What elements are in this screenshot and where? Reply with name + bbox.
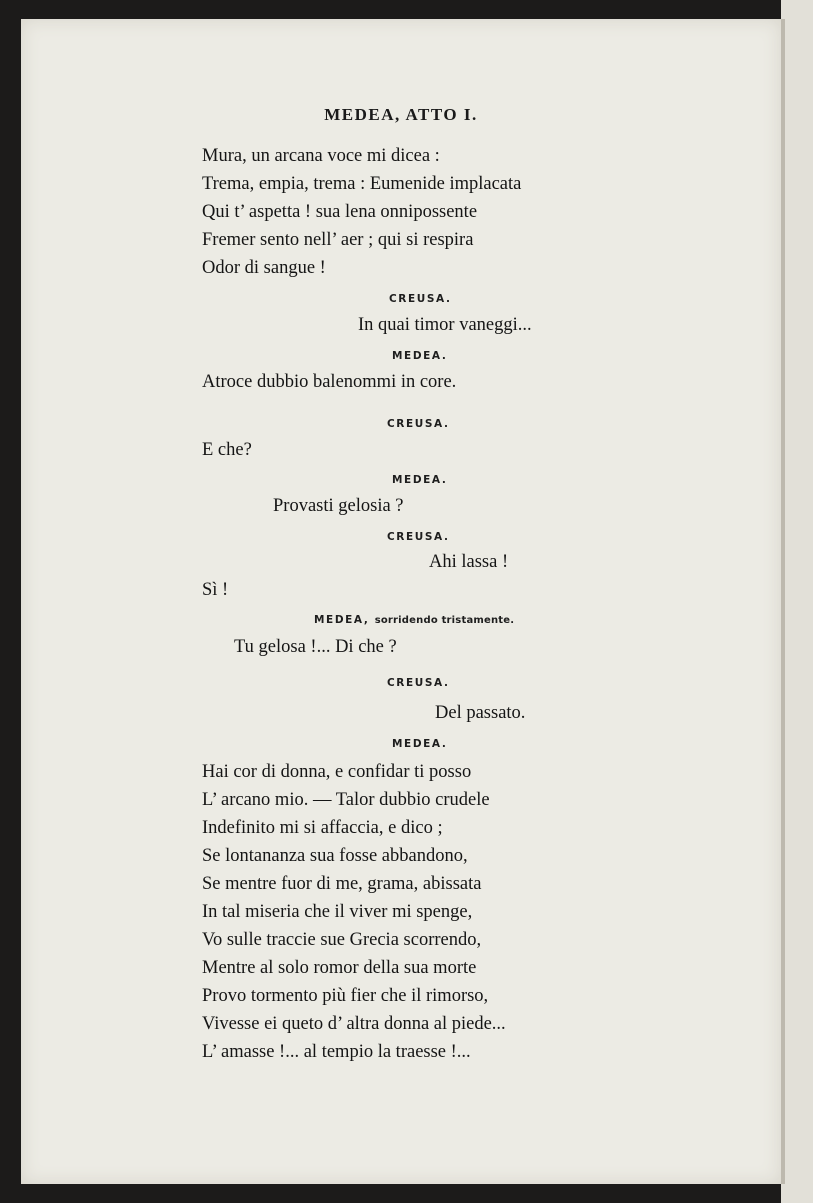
verse-line: Fremer sento nell’ aer ; qui si respira bbox=[202, 230, 474, 250]
adjacent-page-edge bbox=[781, 0, 813, 1203]
verse-line: L’ arcano mio. — Talor dubbio crudele bbox=[202, 790, 490, 810]
verse-line: Provo tormento più fier che il rimorso, bbox=[202, 986, 489, 1006]
speaker-label: CREUSA. bbox=[387, 531, 450, 543]
verse-line: Se lontananza sua fosse abbandono, bbox=[202, 846, 468, 866]
speaker-label: MEDEA. bbox=[392, 350, 448, 362]
speaker-label: MEDEA. bbox=[392, 474, 448, 486]
speaker-name: MEDEA, bbox=[314, 614, 370, 626]
verse-line: E che? bbox=[202, 440, 252, 460]
book-page bbox=[21, 19, 781, 1184]
running-header: MEDEA, ATTO I. bbox=[324, 105, 478, 124]
speaker-label: CREUSA. bbox=[389, 293, 452, 305]
verse-line: Vivesse ei queto d’ altra donna al piede... bbox=[202, 1014, 506, 1034]
verse-line: Atroce dubbio balenommi in core. bbox=[202, 372, 457, 392]
stage-direction: sorridendo tristamente. bbox=[374, 615, 515, 626]
verse-line: Tu gelosa !... Di che ? bbox=[234, 637, 397, 657]
bleed-through-text bbox=[633, 109, 783, 239]
verse-line: L’ amasse !... al tempio la traesse !... bbox=[202, 1042, 471, 1062]
verse-line: Odor di sangue ! bbox=[202, 258, 326, 278]
speaker-label: CREUSA. bbox=[387, 418, 450, 430]
verse-line: Qui t’ aspetta ! sua lena onnipossente bbox=[202, 202, 478, 222]
verse-line: Trema, empia, trema : Eumenide implacata bbox=[202, 174, 522, 194]
verse-line: Se mentre fuor di me, grama, abissata bbox=[202, 874, 482, 894]
speaker-label: CREUSA. bbox=[387, 677, 450, 689]
verse-line: In quai timor vaneggi... bbox=[358, 315, 532, 335]
verse-line: Ahi lassa ! bbox=[429, 552, 509, 572]
verse-line: Mura, un arcana voce mi dicea : bbox=[202, 146, 440, 166]
verse-line: Sì ! bbox=[202, 580, 229, 600]
speaker-label bbox=[314, 614, 514, 626]
verse-line: Indefinito mi si affaccia, e dico ; bbox=[202, 818, 443, 838]
verse-line: Hai cor di donna, e confidar ti posso bbox=[202, 762, 472, 782]
verse-line: Provasti gelosia ? bbox=[273, 496, 404, 516]
page-gutter bbox=[781, 19, 785, 1184]
verse-line: Mentre al solo romor della sua morte bbox=[202, 958, 477, 978]
verse-line: In tal miseria che il viver mi spenge, bbox=[202, 902, 473, 922]
verse-line: Vo sulle traccie sue Grecia scorrendo, bbox=[202, 930, 482, 950]
verse-line: Del passato. bbox=[435, 703, 526, 723]
speaker-label: MEDEA. bbox=[392, 738, 448, 750]
